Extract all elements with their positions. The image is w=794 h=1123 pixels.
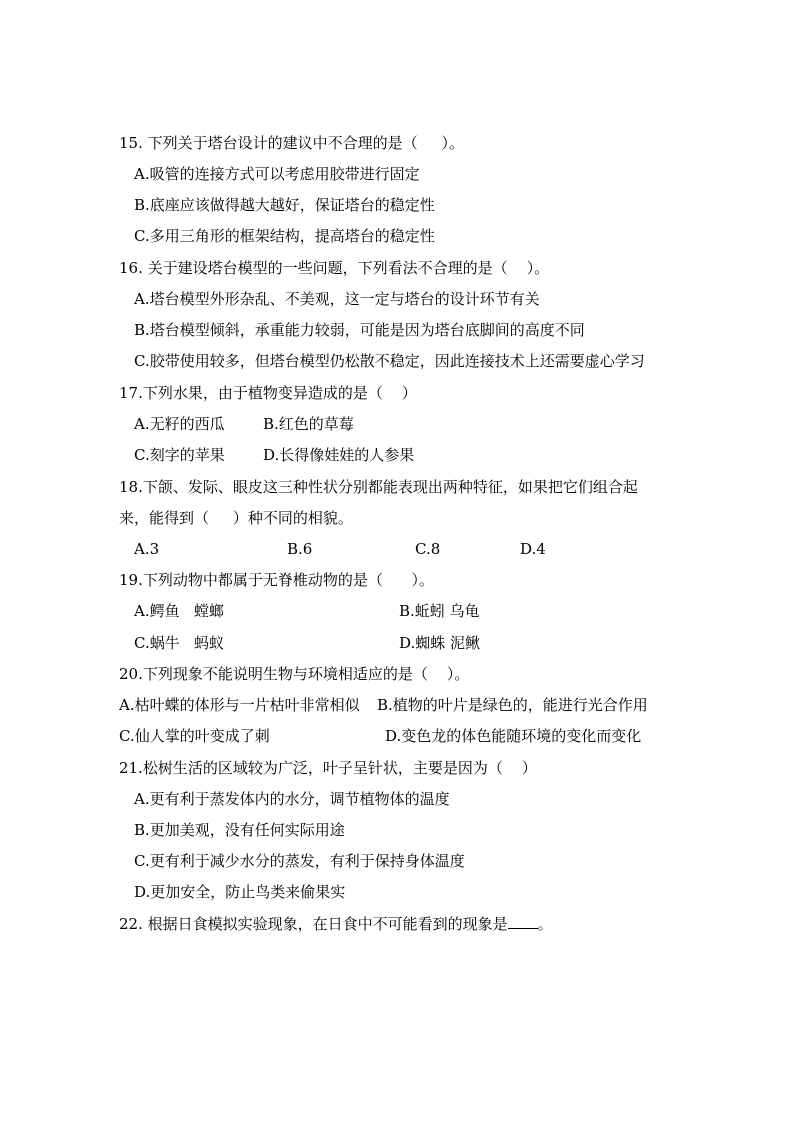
question-20-option-d: D.变色龙的体色能随环境的变化而变化 bbox=[385, 727, 642, 745]
question-17-option-c: C.刻字的苹果 bbox=[134, 446, 225, 464]
question-15-option-c: C.多用三角形的框架结构，提高塔台的稳定性 bbox=[134, 227, 435, 245]
question-21-option-c: C.更有利于减少水分的蒸发，有利于保持身体温度 bbox=[134, 852, 465, 870]
question-17-option-d: D.长得像娃娃的人参果 bbox=[263, 446, 415, 464]
question-19-stem: 19.下列动物中都属于无脊椎动物的是（ ）。 bbox=[119, 571, 434, 589]
question-18-option-c: C.8 bbox=[415, 540, 441, 558]
question-21-option-a: A.更有利于蒸发体内的水分，调节植物体的温度 bbox=[134, 790, 450, 808]
question-19-option-c: C.蜗牛 蚂蚁 bbox=[134, 634, 225, 652]
question-15-stem: 15. 下列关于塔台设计的建议中不合理的是（ ）。 bbox=[119, 134, 464, 152]
question-16-option-c: C.胶带使用较多，但塔台模型仍松散不稳定，因此连接技术上还需要虚心学习 bbox=[134, 352, 645, 370]
question-22-stem-end: 。 bbox=[537, 915, 553, 933]
question-21-stem: 21.松树生活的区域较为广泛，叶子呈针状，主要是因为（ ） bbox=[119, 759, 537, 777]
question-18-option-a: A.3 bbox=[134, 540, 160, 558]
question-16-stem: 16. 关于建设塔台模型的一些问题，下列看法不合理的是（ ）。 bbox=[119, 259, 550, 277]
question-20-stem: 20.下列现象不能说明生物与环境相适应的是（ ）。 bbox=[119, 665, 470, 683]
question-19-option-b: B.蚯蚓 乌龟 bbox=[399, 602, 480, 620]
question-17-stem: 17.下列水果，由于植物变异造成的是（ ） bbox=[119, 384, 417, 402]
question-22-stem bbox=[119, 914, 553, 934]
question-15-option-a: A.吸管的连接方式可以考虑用胶带进行固定 bbox=[134, 165, 420, 183]
question-18-option-b: B.6 bbox=[287, 540, 313, 558]
question-21-option-b: B.更加美观，没有任何实际用途 bbox=[134, 821, 345, 839]
question-18-option-d: D.4 bbox=[520, 540, 546, 558]
question-18-stem-line2: 来，能得到（ ）种不同的相貌。 bbox=[119, 509, 353, 527]
question-16-option-b: B.塔台模型倾斜，承重能力较弱，可能是因为塔台底脚间的高度不同 bbox=[134, 321, 585, 339]
question-18-stem-line1: 18.下颌、发际、眼皮这三种性状分别都能表现出两种特征，如果把它们组合起 bbox=[119, 478, 638, 496]
question-22-stem-text: 22. 根据日食模拟实验现象，在日食中不可能看到的现象是 bbox=[119, 915, 508, 933]
question-17-option-a: A.无籽的西瓜 bbox=[134, 415, 225, 433]
question-15-option-b: B.底座应该做得越大越好，保证塔台的稳定性 bbox=[134, 196, 435, 214]
question-20-option-c: C.仙人掌的叶变成了刺 bbox=[119, 727, 270, 745]
question-19-option-d: D.蜘蛛 泥鳅 bbox=[399, 634, 481, 652]
question-19-option-a: A.鳄鱼 螳螂 bbox=[134, 602, 224, 620]
answer-blank bbox=[508, 914, 538, 929]
question-20-option-b: B.植物的叶片是绿色的，能进行光合作用 bbox=[377, 696, 648, 714]
question-16-option-a: A.塔台模型外形杂乱、不美观，这一定与塔台的设计环节有关 bbox=[134, 290, 540, 308]
question-17-option-b: B.红色的草莓 bbox=[263, 415, 354, 433]
question-21-option-d: D.更加安全，防止鸟类来偷果实 bbox=[134, 883, 346, 901]
question-20-option-a: A.枯叶蝶的体形与一片枯叶非常相似 bbox=[119, 696, 360, 714]
